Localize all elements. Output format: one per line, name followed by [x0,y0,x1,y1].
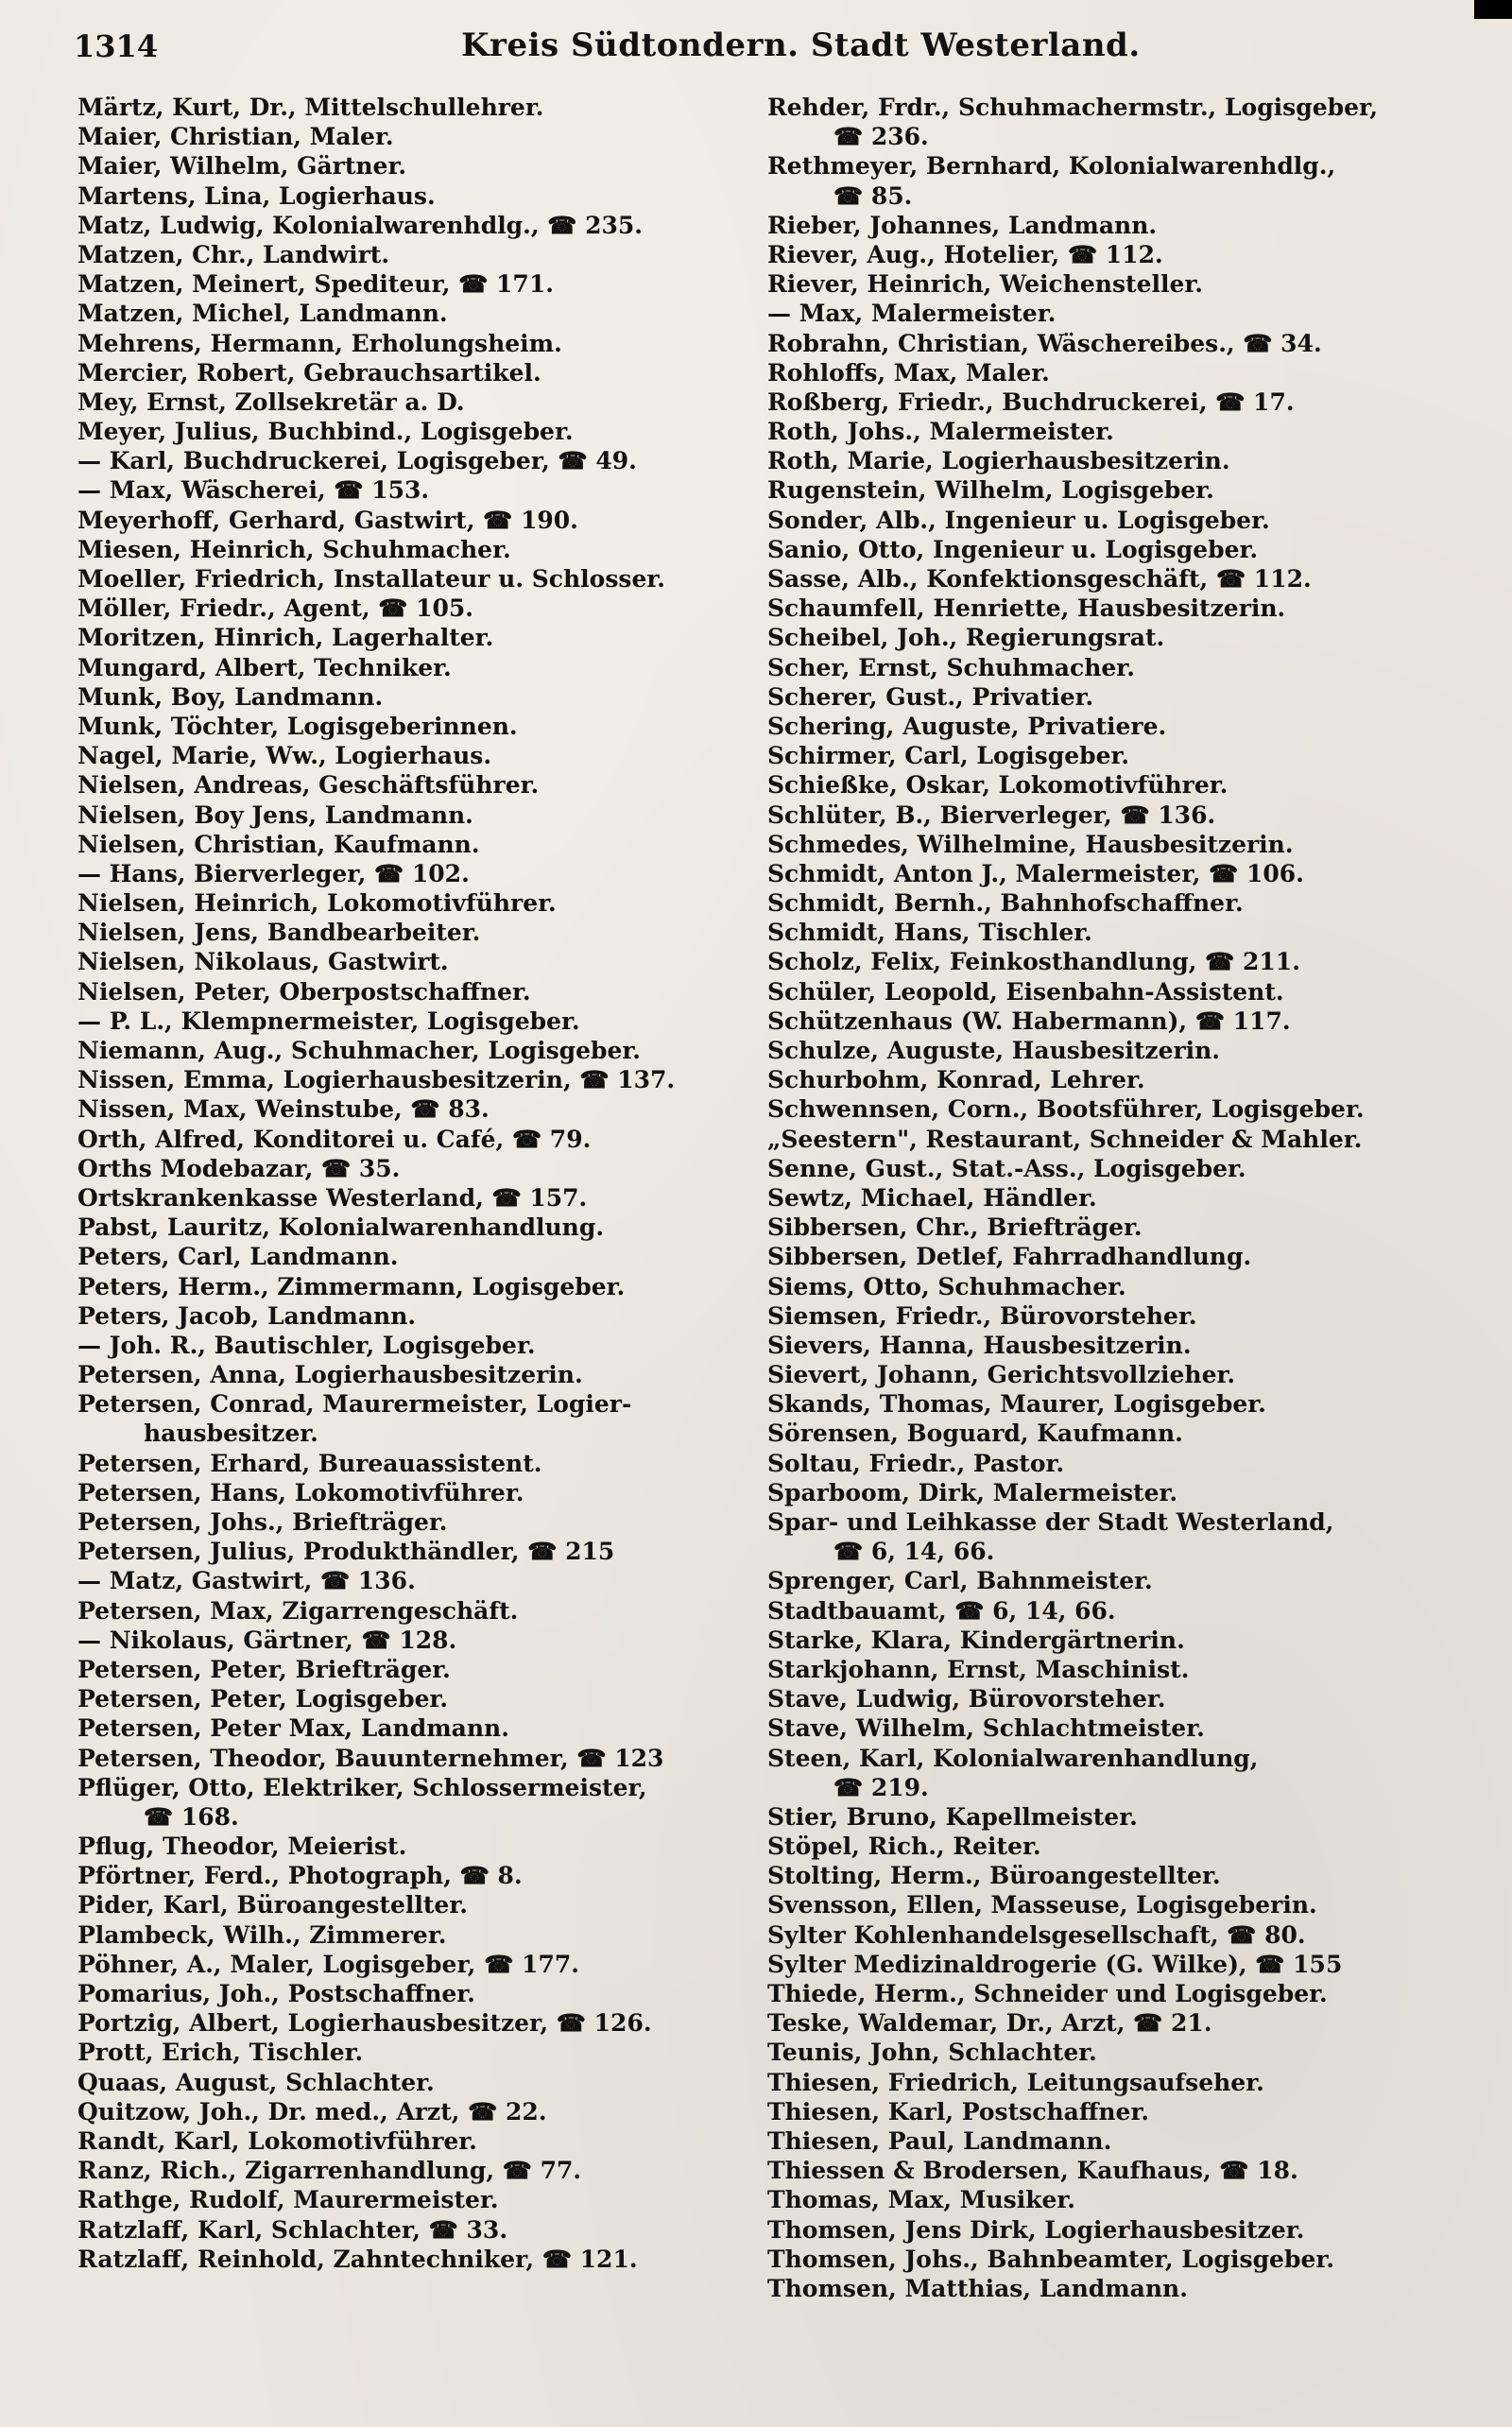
directory-entry: Petersen, Julius, Produkthändler, ☎ 215 [77,1538,615,1566]
directory-entry: — Max, Malermeister. [767,300,1057,328]
directory-entry: Sanio, Otto, Ingenieur u. Logisgeber. [767,535,1259,563]
directory-entry: Sibbersen, Chr., Briefträger. [767,1214,1143,1242]
directory-entry: Petersen, Johs., Briefträger. [77,1508,448,1536]
directory-entry: Orth, Alfred, Konditorei u. Café, ☎ 79. [77,1125,592,1153]
directory-entry: Schmidt, Anton J., Malermeister, ☎ 106. [767,859,1304,887]
directory-entry: Ortskrankenkasse Westerland, ☎ 157. [77,1183,588,1212]
directory-entry: Maier, Wilhelm, Gärtner. [77,152,407,181]
directory-entry: Petersen, Anna, Logierhausbesitzerin. [77,1361,583,1389]
directory-entry-continuation: ☎ 219. [833,1773,929,1801]
directory-entry: Thiessen & Brodersen, Kaufhaus, ☎ 18. [767,2157,1298,2185]
directory-entry: Stave, Ludwig, Bürovorsteher. [767,1685,1166,1713]
directory-entry: Schmidt, Hans, Tischler. [767,919,1092,947]
directory-entry: Teske, Waldemar, Dr., Arzt, ☎ 21. [767,2009,1212,2038]
directory-entry: Teunis, John, Schlachter. [767,2039,1097,2067]
directory-entry: Schmedes, Wilhelmine, Hausbesitzerin. [767,830,1294,858]
directory-entry: Stadtbauamt, ☎ 6, 14, 66. [767,1596,1116,1625]
directory-entry: Soltau, Friedr., Pastor. [767,1449,1065,1477]
directory-entry: Schmidt, Bernh., Bahnhofschaffner. [767,889,1244,918]
page-number: 1314 [74,28,159,64]
directory-entry: Pabst, Lauritz, Kolonialwarenhandlung. [77,1214,605,1242]
directory-entry: Schwennsen, Corn., Bootsführer, Logisgeber. [767,1095,1365,1124]
directory-entry: Schaumfell, Henriette, Hausbesitzerin. [767,594,1286,623]
directory-entry: Ratzlaff, Karl, Schlachter, ☎ 33. [77,2215,508,2244]
directory-entry: Nissen, Max, Weinstube, ☎ 83. [77,1095,490,1124]
directory-entry: — Matz, Gastwirt, ☎ 136. [77,1567,416,1595]
directory-entry: Pflüger, Otto, Elektriker, Schlossermeister, [77,1773,647,1801]
directory-entry: Mungard, Albert, Techniker. [77,653,452,681]
directory-entry: Sibbersen, Detlef, Fahrradhandlung. [767,1243,1252,1271]
directory-entry: Nielsen, Nikolaus, Gastwirt. [77,948,449,976]
directory-entry: Schurbohm, Konrad, Lehrer. [767,1066,1145,1094]
left-column [77,93,758,2274]
directory-entry: Stave, Wilhelm, Schlachtmeister. [767,1714,1205,1743]
directory-entry: Thiede, Herm., Schneider und Logisgeber. [767,1980,1328,2007]
directory-entry: Scheibel, Joh., Regierungsrat. [767,624,1165,652]
directory-entry: Niemann, Aug., Schuhmacher, Logisgeber. [77,1037,642,1064]
directory-entry: Scherer, Gust., Privatier. [767,682,1094,711]
directory-entry: Schützenhaus (W. Habermann), ☎ 117. [767,1007,1291,1035]
directory-entry: Sylter Medizinaldrogerie (G. Wilke), ☎ 155 [767,1950,1343,1978]
directory-entry: Svensson, Ellen, Masseuse, Logisgeberin. [767,1891,1317,1919]
page-header [74,21,1435,74]
directory-entry: Roßberg, Friedr., Buchdruckerei, ☎ 17. [767,387,1295,416]
directory-entry: Peters, Carl, Landmann. [77,1243,399,1271]
directory-entry: Rugenstein, Wilhelm, Logisgeber. [767,476,1214,505]
directory-entry-continuation: hausbesitzer. [144,1420,318,1448]
directory-entry: Petersen, Max, Zigarrengeschäft. [77,1596,519,1625]
directory-entry-continuation: ☎ 85. [833,181,913,210]
page-title: Kreis Südtondern. Stadt Westerland. [461,26,1141,64]
directory-entry: Miesen, Heinrich, Schuhmacher. [77,535,511,563]
directory-entry-continuation: ☎ 168. [144,1802,239,1831]
directory-entry: Riever, Aug., Hotelier, ☎ 112. [767,240,1163,268]
directory-entry: Randt, Karl, Lokomotivführer. [77,2126,477,2155]
directory-entry: Siems, Otto, Schuhmacher. [767,1272,1126,1300]
directory-entry: Thomsen, Jens Dirk, Logierhausbesitzer. [767,2215,1305,2244]
directory-entry: Skands, Thomas, Maurer, Logisgeber. [767,1390,1266,1419]
directory-entry: Starkjohann, Ernst, Maschinist. [767,1655,1190,1683]
directory-entry: Meyer, Julius, Buchbind., Logisgeber. [77,418,574,446]
directory-entry: Meyerhoff, Gerhard, Gastwirt, ☎ 190. [77,506,578,534]
directory-entry: Steen, Karl, Kolonialwarenhandlung, [767,1744,1259,1772]
directory-entry: Portzig, Albert, Logierhausbesitzer, ☎ 126. [77,2009,652,2038]
directory-entry: Sasse, Alb., Konfektionsgeschäft, ☎ 112. [767,565,1312,593]
directory-entry: Thomsen, Johs., Bahnbeamter, Logisgeber. [767,2245,1334,2273]
directory-entry: Thiesen, Karl, Postschaffner. [767,2097,1150,2126]
directory-entry: Roth, Marie, Logierhausbesitzerin. [767,447,1230,475]
directory-entry: Munk, Boy, Landmann. [77,682,384,711]
directory-entry: Mehrens, Hermann, Erholungsheim. [77,329,562,357]
directory-entry: Möller, Friedr., Agent, ☎ 105. [77,594,474,623]
directory-entry: Matz, Ludwig, Kolonialwarenhdlg., ☎ 235. [77,211,644,239]
directory-entry: Roth, Johs., Malermeister. [767,418,1114,446]
directory-entry: Sonder, Alb., Ingenieur u. Logisgeber. [767,506,1270,534]
directory-entry: Prott, Erich, Tischler. [77,2039,364,2067]
directory-entry: Stolting, Herm., Büroangestellter. [767,1862,1221,1890]
directory-entry: Orths Modebazar, ☎ 35. [77,1154,401,1182]
directory-entry: Quitzow, Joh., Dr. med., Arzt, ☎ 22. [77,2097,547,2126]
directory-entry: Pöhner, A., Maler, Logisgeber, ☎ 177. [77,1950,579,1978]
directory-entry: „Seestern", Restaurant, Schneider & Mahler. [767,1125,1363,1153]
directory-entry: — Nikolaus, Gärtner, ☎ 128. [77,1626,457,1654]
directory-entry: — Karl, Buchdruckerei, Logisgeber, ☎ 49. [77,447,637,475]
directory-entry: Schering, Auguste, Privatiere. [767,712,1167,740]
directory-entry: Peters, Herm., Zimmermann, Logisgeber. [77,1272,626,1300]
directory-entry: Rethmeyer, Bernhard, Kolonialwarenhdlg., [767,152,1336,181]
directory-entry: Nielsen, Jens, Bandbearbeiter. [77,919,481,947]
directory-entry: Siemsen, Friedr., Bürovorsteher. [767,1301,1197,1330]
directory-entry: Schulze, Auguste, Hausbesitzerin. [767,1037,1221,1064]
directory-entry: Spar- und Leihkasse der Stadt Westerland, [767,1508,1334,1536]
directory-entry: Petersen, Theodor, Bauunternehmer, ☎ 123 [77,1744,664,1772]
directory-entry: Schüler, Leopold, Eisenbahn-Assistent. [767,977,1284,1006]
directory-entry: Thiesen, Friedrich, Leitungsaufseher. [767,2068,1264,2096]
directory-entry: Sparboom, Dirk, Malermeister. [767,1478,1178,1506]
directory-entry: Munk, Töchter, Logisgeberinnen. [77,712,518,740]
directory-entry: Matzen, Chr., Landwirt. [77,240,390,268]
directory-entry: Nielsen, Heinrich, Lokomotivführer. [77,889,557,918]
directory-entry: Nielsen, Peter, Oberpostschaffner. [77,977,531,1006]
directory-entry: — Hans, Bierverleger, ☎ 102. [77,859,470,887]
directory-entry: Plambeck, Wilh., Zimmerer. [77,1920,447,1949]
directory-entry: Rehder, Frdr., Schuhmachermstr., Logisgeber, [767,94,1379,121]
directory-entry: Sprenger, Carl, Bahnmeister. [767,1567,1153,1595]
directory-entry: Scholz, Felix, Feinkosthandlung, ☎ 211. [767,948,1300,976]
directory-entry: Moritzen, Hinrich, Lagerhalter. [77,624,494,652]
directory-entry: Petersen, Peter, Logisgeber. [77,1685,449,1713]
directory-entry: Nielsen, Christian, Kaufmann. [77,830,480,858]
directory-entry: Nissen, Emma, Logierhausbesitzerin, ☎ 137. [77,1066,676,1094]
directory-entry: Maier, Christian, Maler. [77,123,394,151]
directory-entry: Petersen, Peter, Briefträger. [77,1655,451,1683]
directory-entry: Starke, Klara, Kindergärtnerin. [767,1626,1185,1654]
directory-entry: Thomsen, Matthias, Landmann. [767,2274,1188,2302]
directory-entry: Scher, Ernst, Schuhmacher. [767,653,1135,681]
scan-corner-mark [1474,0,1512,19]
directory-entry: Thomas, Max, Musiker. [767,2186,1076,2214]
directory-entry: Stöpel, Rich., Reiter. [767,1833,1041,1861]
directory-entry: Thiesen, Paul, Landmann. [767,2126,1112,2155]
directory-entry: Sievert, Johann, Gerichtsvollzieher. [767,1361,1236,1389]
directory-entry: — P. L., Klempnermeister, Logisgeber. [77,1007,580,1035]
directory-entry: Schlüter, B., Bierverleger, ☎ 136. [767,800,1216,829]
directory-entry: Robrahn, Christian, Wäschereibes., ☎ 34. [767,329,1322,357]
directory-entry: Sylter Kohlenhandelsgesellschaft, ☎ 80. [767,1920,1306,1949]
directory-entry-continuation: ☎ 6, 14, 66. [833,1538,995,1566]
directory-entry: Mey, Ernst, Zollsekretär a. D. [77,387,465,416]
directory-entry: Riever, Heinrich, Weichensteller. [767,270,1203,299]
directory-entry: Sewtz, Michael, Händler. [767,1183,1097,1212]
directory-entry: Sörensen, Boguard, Kaufmann. [767,1420,1183,1448]
directory-entry: Märtz, Kurt, Dr., Mittelschullehrer. [77,94,544,121]
directory-entry: Senne, Gust., Stat.-Ass., Logisgeber. [767,1154,1246,1182]
directory-entry: Schirmer, Carl, Logisgeber. [767,742,1130,770]
directory-entry: Quaas, August, Schlachter. [77,2068,435,2096]
directory-entry: Rathge, Rudolf, Maurermeister. [77,2186,499,2214]
directory-entry: Martens, Lina, Logierhaus. [77,181,436,210]
directory-entry: Petersen, Peter Max, Landmann. [77,1714,509,1743]
directory-entry-continuation: ☎ 236. [833,123,929,151]
directory-entry: Petersen, Erhard, Bureauassistent. [77,1449,542,1477]
directory-entry: Sievers, Hanna, Hausbesitzerin. [767,1331,1192,1359]
directory-entry: Petersen, Hans, Lokomotivführer. [77,1478,524,1506]
directory-entry: Petersen, Conrad, Maurermeister, Logier- [77,1390,632,1419]
directory-entry: Ratzlaff, Reinhold, Zahntechniker, ☎ 121. [77,2245,638,2273]
directory-entry: Pflug, Theodor, Meierist. [77,1833,407,1861]
directory-entry: Matzen, Meinert, Spediteur, ☎ 171. [77,270,554,299]
directory-entry: Ranz, Rich., Zigarrenhandlung, ☎ 77. [77,2157,582,2185]
directory-entry: Mercier, Robert, Gebrauchsartikel. [77,358,541,387]
directory-entry: Pider, Karl, Büroangestellter. [77,1891,468,1919]
directory-entry: Schießke, Oskar, Lokomotivführer. [767,771,1228,800]
directory-entry: Rieber, Johannes, Landmann. [767,211,1158,239]
directory-entry: — Max, Wäscherei, ☎ 153. [77,476,430,505]
directory-entry: — Joh. R., Bautischler, Logisgeber. [77,1331,536,1359]
directory-entry: Pförtner, Ferd., Photograph, ☎ 8. [77,1862,523,1890]
directory-entry: Nielsen, Andreas, Geschäftsführer. [77,771,540,800]
directory-entry: Nagel, Marie, Ww., Logierhaus. [77,742,492,770]
directory-entry: Rohloffs, Max, Maler. [767,358,1050,387]
directory-entry: Peters, Jacob, Landmann. [77,1301,417,1330]
directory-entry: Matzen, Michel, Landmann. [77,300,448,328]
directory-entry: Nielsen, Boy Jens, Landmann. [77,800,473,829]
right-column [767,93,1448,2303]
directory-entry: Pomarius, Joh., Postschaffner. [77,1980,475,2007]
directory-entry: Moeller, Friedrich, Installateur u. Schlosser. [77,565,665,593]
directory-entry: Stier, Bruno, Kapellmeister. [767,1802,1138,1831]
